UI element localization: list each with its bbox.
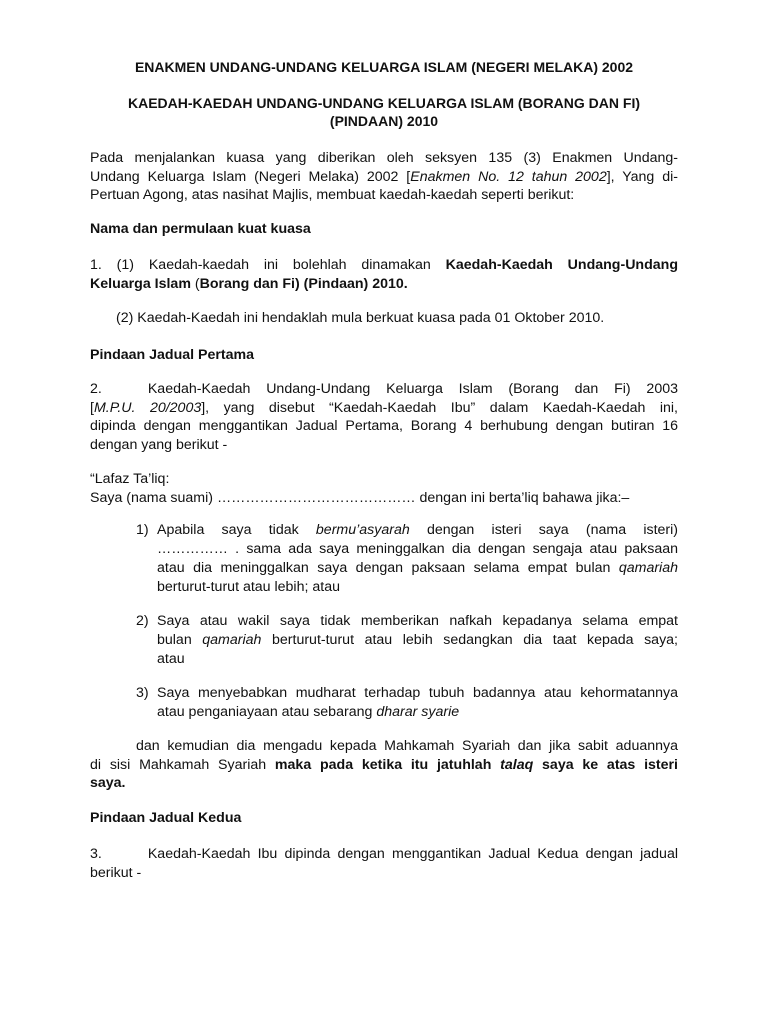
paragraph-2-line-2: [M.P.U. 20/2003], yang disebut “Kaedah-Kaedah Ibu” dalam Kaedah-Kaedah ini, [90,399,678,416]
condition-1-line-4: berturut-turut atau lebih; atau [157,579,340,595]
lafaz-taliq [90,470,678,507]
taliq-condition-2 [136,612,678,669]
intro-line-3: Pertuan Agong, atas nasihat Majlis, membuat kaedah-kaedah seperti berikut: [90,187,575,203]
heading-first-schedule-amendment: Pindaan Jadual Pertama [90,347,255,363]
paragraph-3 [90,845,678,882]
rules-title [90,94,678,130]
closing-line-3: saya. [90,775,126,791]
rules-title-line-1: KAEDAH-KAEDAH UNDANG-UNDANG KELUARGA ISLAM (BORANG DAN FI) [127,95,640,111]
closing-line-1: dan kemudian dia mengadu kepada Mahkamah Syariah dan jika sabit aduannya [136,738,678,754]
paragraph-2 [90,380,678,454]
intro-paragraph [90,149,678,205]
paragraph-1-subsection-2: (2) Kaedah-Kaedah ini hendaklah mula berkuat kuasa pada 01 Oktober 2010. [116,310,605,326]
rules-title-line-2: (PINDAAN) 2010 [329,113,439,129]
intro-line-1: Pada menjalankan kuasa yang diberikan oleh seksyen 135 (3) Enakmen Undang- [90,150,678,166]
condition-2-line-3: atau [157,651,185,667]
condition-2-line-2: bulan qamariah berturut-turut atau lebih sedangkan dia taat kepada saya; [157,632,678,648]
enactment-title: ENAKMEN UNDANG-UNDANG KELUARGA ISLAM (NEGERI MELAKA) 2002 [134,59,634,75]
paragraph-2-line-1: 2. Kaedah-Kaedah Undang-Undang Keluarga Islam (Borang dan Fi) 2003 [90,381,678,397]
taliq-condition-3 [136,684,678,722]
condition-1-line-1: Apabila saya tidak bermu’asyarah dengan isteri saya (nama isteri) [157,522,678,538]
paragraph-1 [90,256,678,293]
condition-number: 2) [136,613,149,629]
condition-3-line-1: Saya menyebabkan mudharat terhadap tubuh badannya atau kehormatannya [157,685,678,701]
paragraph-2-line-4: dengan yang berikut - [90,436,228,453]
intro-line-2: Undang Keluarga Islam (Negeri Melaka) 2002 [Enakmen No. 12 tahun 2002], Yang di- [90,168,678,185]
condition-2-line-1: Saya atau wakil saya tidak memberikan nafkah kepadanya selama empat [157,613,678,629]
paragraph-2-line-3: dipinda dengan menggantikan Jadual Pertama, Borang 4 berhubung dengan butiran 16 [90,418,678,434]
paragraph-1-line-1: 1. (1) Kaedah-kaedah ini bolehlah dinamakan Kaedah-Kaedah Undang-Undang [90,257,678,273]
closing-paragraph [90,737,678,793]
lafaz-statement: Saya (nama suami) …………………………………… dengan ini berta’liq bahawa jika:– [90,489,630,506]
closing-line-2: di sisi Mahkamah Syariah maka pada ketika itu jatuhlah talaq saya ke atas isteri [90,756,679,773]
condition-number: 3) [136,685,149,701]
lafaz-heading: “Lafaz Ta’liq: [90,471,170,487]
heading-name-and-commencement: Nama dan permulaan kuat kuasa [90,221,311,237]
paragraph-3-line-1: 3. Kaedah-Kaedah Ibu dipinda dengan menggantikan Jadual Kedua dengan jadual [90,846,678,862]
taliq-condition-1 [136,521,678,597]
paragraph-3-line-2: berikut - [90,864,142,881]
condition-number: 1) [136,522,149,538]
heading-second-schedule-amendment: Pindaan Jadual Kedua [90,810,242,826]
condition-3-line-2: atau penganiayaan atau sebarang dharar syarie [157,704,460,720]
paragraph-1-line-2: Keluarga Islam (Borang dan Fi) (Pindaan) 2010. [90,275,408,292]
condition-1-line-2: …………… . sama ada saya meninggalkan dia dengan sengaja atau paksaan [157,541,678,557]
condition-1-line-3: atau dia meninggalkan saya dengan paksaan selama empat bulan qamariah [157,560,678,576]
